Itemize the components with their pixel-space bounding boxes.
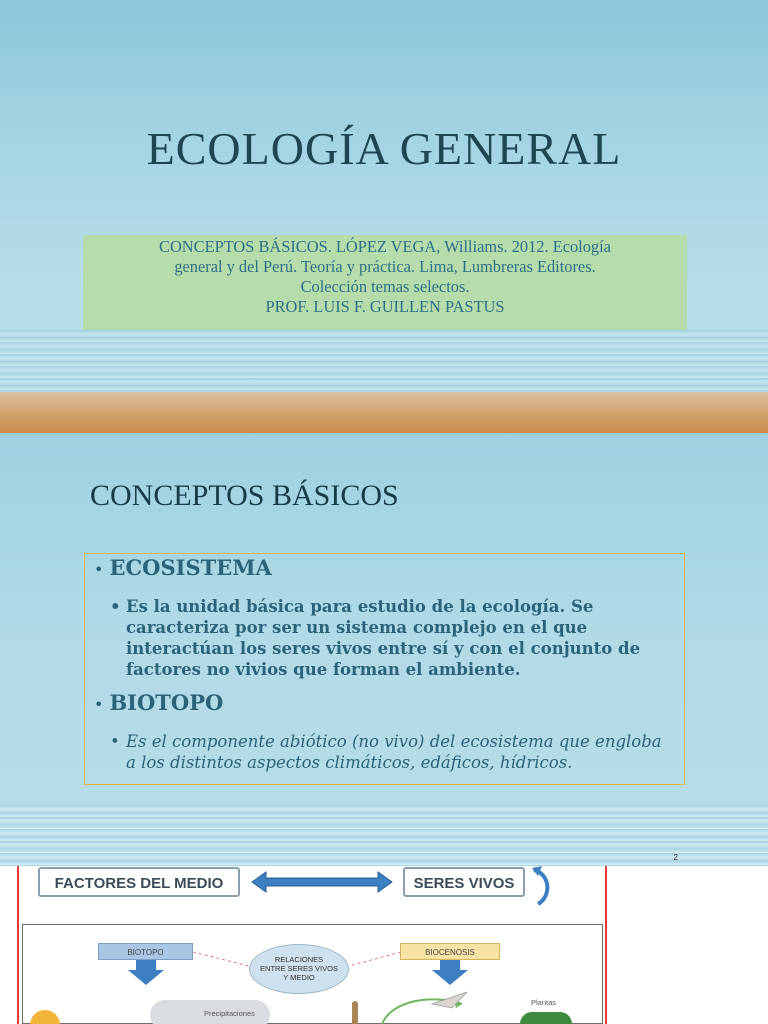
factores-del-medio-box: FACTORES DEL MEDIO	[38, 867, 240, 897]
subtitle-line: Colección temas selectos.	[300, 277, 470, 296]
biocenosis-tag: BIOCENOSIS	[400, 943, 500, 960]
slide-title: ECOLOGÍA GENERAL	[146, 123, 622, 174]
bullet: •	[94, 695, 104, 714]
biotopo-tag: BIOTOPO	[98, 943, 193, 960]
beach-sand-decoration	[0, 392, 768, 433]
subtitle-box	[83, 235, 687, 330]
title-slide	[0, 0, 768, 433]
precipitaciones-label: Precipitaciones	[204, 1009, 255, 1018]
term-label: BIOTOPO	[109, 690, 224, 715]
definition-line: interactúan los seres vivos entre sí y con el conjunto de	[126, 639, 641, 658]
relations-line: RELACIONES	[274, 955, 324, 964]
definition-line: factores no vivios que forman el ambiente.	[126, 660, 521, 679]
ecosystem-diagram	[0, 866, 768, 1024]
subtitle-line: general y del Perú. Teoría y práctica. Lima, Lumbreras Editores.	[174, 257, 596, 276]
bullet: •	[110, 597, 121, 616]
biotopo-definition	[110, 731, 662, 773]
curved-arrow-icon	[528, 866, 554, 910]
ecosistema-definition	[110, 596, 641, 680]
bullet: •	[110, 732, 120, 751]
definition-line: Es el componente abiótico (no vivo) del ecosistema que engloba	[126, 732, 662, 751]
definition-line: Es la unidad básica para estudio de la ecología. Se	[126, 597, 594, 616]
subtitle-line: PROF. LUIS F. GUILLEN PASTUS	[265, 297, 505, 316]
animal-cycle-illustration	[372, 986, 522, 1024]
slide-heading: CONCEPTOS BÁSICOS	[90, 479, 399, 512]
subtitle-line: CONCEPTOS BÁSICOS. LÓPEZ VEGA, Williams. 2012. Ecología	[159, 237, 611, 256]
sea-waves-decoration	[0, 805, 768, 866]
term-ecosistema	[94, 555, 272, 580]
term-biotopo	[94, 690, 223, 715]
sea-waves-decoration	[0, 330, 768, 400]
relations-line: Y MEDIO	[283, 973, 315, 982]
plantas-label: Plantas	[531, 998, 557, 1007]
relations-line: ENTRE SERES VIVOS	[260, 964, 338, 973]
term-label: ECOSISTEMA	[109, 555, 272, 580]
seres-vivos-box: SERES VIVOS	[403, 867, 525, 897]
page-number: 2	[673, 853, 678, 862]
bird-icon	[352, 1001, 358, 1024]
down-arrow-icon	[126, 960, 166, 986]
definition-line: a los distintos aspectos climáticos, edáficos, hídricos.	[126, 753, 573, 772]
plants-icon	[520, 1012, 572, 1024]
concepts-slide	[0, 433, 768, 866]
down-arrow-icon	[430, 960, 470, 986]
relations-ellipse	[249, 944, 349, 994]
bullet: •	[94, 560, 104, 579]
definition-line: caracteriza por ser un sistema complejo en el que	[126, 618, 588, 637]
double-arrow-icon	[250, 870, 395, 894]
